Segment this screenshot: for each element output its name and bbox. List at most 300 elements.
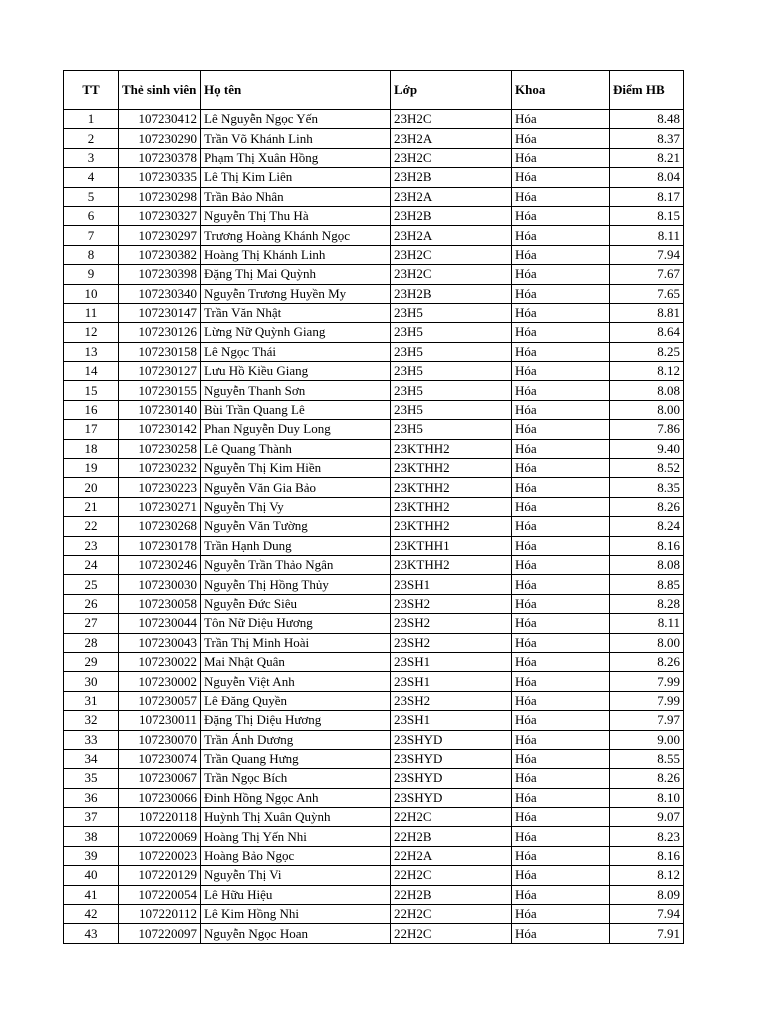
- cell-tt: 5: [64, 187, 119, 206]
- cell-score: 8.16: [610, 536, 684, 555]
- cell-name: Hoàng Thị Khánh Linh: [201, 245, 391, 264]
- table-row: [64, 730, 684, 749]
- cell-faculty: Hóa: [512, 459, 610, 478]
- cell-student-id: 107230147: [119, 303, 201, 322]
- cell-class: 23SH2: [391, 614, 512, 633]
- table-row: [64, 400, 684, 419]
- table-row: [64, 905, 684, 924]
- cell-class: 23H2C: [391, 265, 512, 284]
- cell-tt: 21: [64, 497, 119, 516]
- cell-class: 23SH1: [391, 652, 512, 671]
- cell-class: 23H2B: [391, 206, 512, 225]
- cell-score: 8.21: [610, 148, 684, 167]
- cell-student-id: 107230327: [119, 206, 201, 225]
- cell-name: Hoàng Bảo Ngọc: [201, 846, 391, 865]
- table-row: [64, 827, 684, 846]
- cell-name: Lê Kim Hồng Nhi: [201, 905, 391, 924]
- cell-tt: 13: [64, 342, 119, 361]
- cell-name: Đinh Hồng Ngọc Anh: [201, 788, 391, 807]
- cell-student-id: 107220069: [119, 827, 201, 846]
- cell-class: 23SH1: [391, 711, 512, 730]
- cell-student-id: 107230155: [119, 381, 201, 400]
- cell-score: 8.55: [610, 749, 684, 768]
- cell-student-id: 107230258: [119, 439, 201, 458]
- cell-faculty: Hóa: [512, 575, 610, 594]
- cell-score: 7.99: [610, 691, 684, 710]
- cell-student-id: 107230378: [119, 148, 201, 167]
- cell-faculty: Hóa: [512, 866, 610, 885]
- cell-tt: 8: [64, 245, 119, 264]
- table-row: [64, 633, 684, 652]
- cell-class: 23H5: [391, 400, 512, 419]
- cell-name: Nguyễn Đức Siêu: [201, 594, 391, 613]
- cell-faculty: Hóa: [512, 381, 610, 400]
- cell-class: 23H5: [391, 342, 512, 361]
- cell-class: 23SHYD: [391, 788, 512, 807]
- cell-faculty: Hóa: [512, 749, 610, 768]
- cell-tt: 25: [64, 575, 119, 594]
- cell-name: Hoàng Thị Yến Nhi: [201, 827, 391, 846]
- table-row: [64, 924, 684, 943]
- cell-name: Bùi Trần Quang Lê: [201, 400, 391, 419]
- cell-class: 23H5: [391, 362, 512, 381]
- cell-tt: 4: [64, 168, 119, 187]
- cell-tt: 39: [64, 846, 119, 865]
- cell-class: 23KTHH2: [391, 497, 512, 516]
- cell-class: 23SH1: [391, 672, 512, 691]
- cell-tt: 40: [64, 866, 119, 885]
- table-row: [64, 187, 684, 206]
- table-row: [64, 206, 684, 225]
- cell-tt: 34: [64, 749, 119, 768]
- cell-faculty: Hóa: [512, 168, 610, 187]
- table-row: [64, 381, 684, 400]
- cell-faculty: Hóa: [512, 846, 610, 865]
- cell-faculty: Hóa: [512, 420, 610, 439]
- cell-student-id: 107230057: [119, 691, 201, 710]
- cell-name: Lưu Hồ Kiều Giang: [201, 362, 391, 381]
- cell-faculty: Hóa: [512, 362, 610, 381]
- cell-name: Trần Ánh Dương: [201, 730, 391, 749]
- cell-faculty: Hóa: [512, 265, 610, 284]
- cell-student-id: 107230246: [119, 555, 201, 574]
- cell-name: Trần Văn Nhật: [201, 303, 391, 322]
- cell-faculty: Hóa: [512, 633, 610, 652]
- cell-score: 7.91: [610, 924, 684, 943]
- cell-tt: 19: [64, 459, 119, 478]
- cell-tt: 9: [64, 265, 119, 284]
- cell-student-id: 107230074: [119, 749, 201, 768]
- cell-tt: 33: [64, 730, 119, 749]
- cell-name: Huỳnh Thị Xuân Quỳnh: [201, 808, 391, 827]
- table-row: [64, 459, 684, 478]
- cell-score: 8.28: [610, 594, 684, 613]
- cell-student-id: 107220129: [119, 866, 201, 885]
- cell-score: 8.11: [610, 614, 684, 633]
- cell-score: 8.26: [610, 652, 684, 671]
- cell-name: Trần Hạnh Dung: [201, 536, 391, 555]
- cell-score: 8.26: [610, 497, 684, 516]
- cell-tt: 20: [64, 478, 119, 497]
- cell-student-id: 107220023: [119, 846, 201, 865]
- cell-score: 7.65: [610, 284, 684, 303]
- cell-tt: 37: [64, 808, 119, 827]
- cell-faculty: Hóa: [512, 885, 610, 904]
- table-row: [64, 245, 684, 264]
- cell-tt: 10: [64, 284, 119, 303]
- cell-class: 23SH2: [391, 633, 512, 652]
- cell-faculty: Hóa: [512, 652, 610, 671]
- table-row: [64, 575, 684, 594]
- cell-score: 8.12: [610, 866, 684, 885]
- table-row: [64, 303, 684, 322]
- cell-name: Nguyễn Thị Vi: [201, 866, 391, 885]
- table-row: [64, 226, 684, 245]
- table-row: [64, 866, 684, 885]
- cell-student-id: 107230158: [119, 342, 201, 361]
- header-score: Điểm HB: [610, 71, 684, 110]
- cell-tt: 28: [64, 633, 119, 652]
- cell-name: Trần Thị Minh Hoài: [201, 633, 391, 652]
- cell-class: 22H2B: [391, 827, 512, 846]
- table-row: [64, 110, 684, 129]
- cell-faculty: Hóa: [512, 555, 610, 574]
- cell-class: 23H2A: [391, 226, 512, 245]
- cell-class: 23SH2: [391, 594, 512, 613]
- cell-class: 23H2C: [391, 110, 512, 129]
- cell-student-id: 107230340: [119, 284, 201, 303]
- cell-score: 8.64: [610, 323, 684, 342]
- cell-name: Lê Nguyễn Ngọc Yến: [201, 110, 391, 129]
- table-row: [64, 517, 684, 536]
- cell-name: Nguyễn Văn Tường: [201, 517, 391, 536]
- header-name: Họ tên: [201, 71, 391, 110]
- cell-score: 8.00: [610, 400, 684, 419]
- cell-student-id: 107230067: [119, 769, 201, 788]
- cell-faculty: Hóa: [512, 400, 610, 419]
- cell-faculty: Hóa: [512, 148, 610, 167]
- cell-tt: 35: [64, 769, 119, 788]
- cell-tt: 15: [64, 381, 119, 400]
- cell-student-id: 107220118: [119, 808, 201, 827]
- cell-tt: 43: [64, 924, 119, 943]
- cell-name: Đặng Thị Diệu Hương: [201, 711, 391, 730]
- cell-name: Nguyễn Trần Thảo Ngân: [201, 555, 391, 574]
- cell-name: Lê Quang Thành: [201, 439, 391, 458]
- cell-score: 8.37: [610, 129, 684, 148]
- cell-score: 8.00: [610, 633, 684, 652]
- cell-faculty: Hóa: [512, 905, 610, 924]
- cell-class: 23H5: [391, 420, 512, 439]
- cell-faculty: Hóa: [512, 226, 610, 245]
- cell-tt: 3: [64, 148, 119, 167]
- cell-tt: 32: [64, 711, 119, 730]
- cell-faculty: Hóa: [512, 303, 610, 322]
- table-row: [64, 808, 684, 827]
- cell-class: 22H2B: [391, 885, 512, 904]
- cell-class: 23H2B: [391, 168, 512, 187]
- cell-score: 8.23: [610, 827, 684, 846]
- cell-faculty: Hóa: [512, 110, 610, 129]
- cell-class: 23KTHH2: [391, 555, 512, 574]
- cell-class: 23SH2: [391, 691, 512, 710]
- cell-student-id: 107230011: [119, 711, 201, 730]
- table-row: [64, 555, 684, 574]
- cell-score: 8.35: [610, 478, 684, 497]
- cell-name: Nguyễn Thị Vy: [201, 497, 391, 516]
- cell-class: 22H2C: [391, 924, 512, 943]
- cell-name: Nguyễn Thị Hồng Thủy: [201, 575, 391, 594]
- cell-score: 8.81: [610, 303, 684, 322]
- cell-tt: 11: [64, 303, 119, 322]
- cell-score: 8.26: [610, 769, 684, 788]
- cell-class: 23KTHH2: [391, 478, 512, 497]
- cell-tt: 6: [64, 206, 119, 225]
- cell-name: Nguyễn Văn Gia Bảo: [201, 478, 391, 497]
- table-row: [64, 769, 684, 788]
- cell-name: Trương Hoàng Khánh Ngọc: [201, 226, 391, 245]
- table-row: [64, 284, 684, 303]
- cell-class: 23H2A: [391, 129, 512, 148]
- table-row: [64, 148, 684, 167]
- cell-student-id: 107230412: [119, 110, 201, 129]
- table-row: [64, 265, 684, 284]
- cell-name: Nguyễn Thị Thu Hà: [201, 206, 391, 225]
- cell-faculty: Hóa: [512, 478, 610, 497]
- cell-faculty: Hóa: [512, 711, 610, 730]
- cell-student-id: 107230127: [119, 362, 201, 381]
- cell-tt: 7: [64, 226, 119, 245]
- cell-tt: 1: [64, 110, 119, 129]
- cell-class: 23SHYD: [391, 769, 512, 788]
- cell-student-id: 107230232: [119, 459, 201, 478]
- cell-student-id: 107230070: [119, 730, 201, 749]
- cell-class: 22H2C: [391, 866, 512, 885]
- cell-name: Nguyễn Trương Huyền My: [201, 284, 391, 303]
- cell-faculty: Hóa: [512, 808, 610, 827]
- cell-score: 8.09: [610, 885, 684, 904]
- table-row: [64, 614, 684, 633]
- cell-score: 8.12: [610, 362, 684, 381]
- cell-score: 8.25: [610, 342, 684, 361]
- cell-name: Lừng Nữ Quỳnh Giang: [201, 323, 391, 342]
- cell-score: 9.07: [610, 808, 684, 827]
- cell-faculty: Hóa: [512, 439, 610, 458]
- cell-faculty: Hóa: [512, 245, 610, 264]
- cell-tt: 14: [64, 362, 119, 381]
- cell-student-id: 107230271: [119, 497, 201, 516]
- cell-faculty: Hóa: [512, 730, 610, 749]
- cell-tt: 18: [64, 439, 119, 458]
- table-row: [64, 342, 684, 361]
- cell-student-id: 107230297: [119, 226, 201, 245]
- cell-class: 23H2B: [391, 284, 512, 303]
- cell-name: Nguyễn Ngọc Hoan: [201, 924, 391, 943]
- cell-tt: 24: [64, 555, 119, 574]
- cell-student-id: 107230178: [119, 536, 201, 555]
- cell-tt: 36: [64, 788, 119, 807]
- scholarship-table: [63, 70, 684, 944]
- cell-name: Nguyễn Việt Anh: [201, 672, 391, 691]
- cell-name: Lê Hữu Hiệu: [201, 885, 391, 904]
- cell-tt: 41: [64, 885, 119, 904]
- cell-faculty: Hóa: [512, 517, 610, 536]
- table-row: [64, 129, 684, 148]
- table-row: [64, 536, 684, 555]
- cell-score: 8.16: [610, 846, 684, 865]
- cell-class: 23SH1: [391, 575, 512, 594]
- header-student-id: Thẻ sinh viên: [119, 71, 201, 110]
- table-row: [64, 168, 684, 187]
- cell-tt: 23: [64, 536, 119, 555]
- cell-tt: 31: [64, 691, 119, 710]
- cell-name: Nguyễn Thanh Sơn: [201, 381, 391, 400]
- cell-class: 23KTHH2: [391, 459, 512, 478]
- cell-student-id: 107230043: [119, 633, 201, 652]
- cell-score: 7.86: [610, 420, 684, 439]
- cell-student-id: 107230002: [119, 672, 201, 691]
- cell-name: Tôn Nữ Diệu Hương: [201, 614, 391, 633]
- cell-faculty: Hóa: [512, 924, 610, 943]
- cell-name: Trần Võ Khánh Linh: [201, 129, 391, 148]
- cell-faculty: Hóa: [512, 788, 610, 807]
- cell-faculty: Hóa: [512, 536, 610, 555]
- cell-tt: 29: [64, 652, 119, 671]
- cell-class: 23SHYD: [391, 749, 512, 768]
- cell-faculty: Hóa: [512, 497, 610, 516]
- header-faculty: Khoa: [512, 71, 610, 110]
- cell-faculty: Hóa: [512, 342, 610, 361]
- cell-faculty: Hóa: [512, 187, 610, 206]
- cell-score: 8.48: [610, 110, 684, 129]
- cell-tt: 26: [64, 594, 119, 613]
- cell-class: 22H2A: [391, 846, 512, 865]
- cell-score: 7.94: [610, 245, 684, 264]
- cell-class: 23H2C: [391, 148, 512, 167]
- cell-name: Lê Ngọc Thái: [201, 342, 391, 361]
- cell-score: 8.11: [610, 226, 684, 245]
- cell-student-id: 107230140: [119, 400, 201, 419]
- cell-faculty: Hóa: [512, 284, 610, 303]
- cell-tt: 30: [64, 672, 119, 691]
- table-row: [64, 478, 684, 497]
- cell-name: Lê Đăng Quyền: [201, 691, 391, 710]
- table-row: [64, 788, 684, 807]
- cell-score: 7.67: [610, 265, 684, 284]
- table-row: [64, 846, 684, 865]
- cell-score: 7.97: [610, 711, 684, 730]
- cell-class: 23H5: [391, 323, 512, 342]
- cell-score: 8.10: [610, 788, 684, 807]
- cell-tt: 38: [64, 827, 119, 846]
- cell-faculty: Hóa: [512, 594, 610, 613]
- cell-student-id: 107230030: [119, 575, 201, 594]
- cell-score: 8.52: [610, 459, 684, 478]
- cell-student-id: 107220112: [119, 905, 201, 924]
- cell-name: Nguyễn Thị Kim Hiền: [201, 459, 391, 478]
- cell-student-id: 107230382: [119, 245, 201, 264]
- cell-tt: 16: [64, 400, 119, 419]
- table-row: [64, 749, 684, 768]
- cell-tt: 42: [64, 905, 119, 924]
- table-row: [64, 691, 684, 710]
- cell-faculty: Hóa: [512, 672, 610, 691]
- cell-class: 23KTHH1: [391, 536, 512, 555]
- cell-faculty: Hóa: [512, 206, 610, 225]
- cell-name: Mai Nhật Quân: [201, 652, 391, 671]
- table-row: [64, 323, 684, 342]
- table-row: [64, 497, 684, 516]
- cell-student-id: 107230126: [119, 323, 201, 342]
- cell-student-id: 107230044: [119, 614, 201, 633]
- table-row: [64, 439, 684, 458]
- header-class: Lớp: [391, 71, 512, 110]
- cell-tt: 27: [64, 614, 119, 633]
- cell-faculty: Hóa: [512, 691, 610, 710]
- cell-faculty: Hóa: [512, 129, 610, 148]
- cell-student-id: 107230142: [119, 420, 201, 439]
- header-tt: TT: [64, 71, 119, 110]
- cell-class: 23H2A: [391, 187, 512, 206]
- cell-faculty: Hóa: [512, 769, 610, 788]
- cell-score: 8.08: [610, 381, 684, 400]
- cell-class: 22H2C: [391, 808, 512, 827]
- cell-student-id: 107220054: [119, 885, 201, 904]
- table-row: [64, 362, 684, 381]
- cell-student-id: 107230058: [119, 594, 201, 613]
- cell-name: Lê Thị Kim Liên: [201, 168, 391, 187]
- cell-class: 22H2C: [391, 905, 512, 924]
- cell-student-id: 107230398: [119, 265, 201, 284]
- cell-faculty: Hóa: [512, 827, 610, 846]
- cell-score: 9.00: [610, 730, 684, 749]
- table-row: [64, 672, 684, 691]
- cell-score: 8.08: [610, 555, 684, 574]
- cell-score: 8.17: [610, 187, 684, 206]
- cell-name: Trần Quang Hưng: [201, 749, 391, 768]
- cell-name: Trần Ngọc Bích: [201, 769, 391, 788]
- table-row: [64, 885, 684, 904]
- cell-class: 23H2C: [391, 245, 512, 264]
- cell-name: Đặng Thị Mai Quỳnh: [201, 265, 391, 284]
- cell-student-id: 107230298: [119, 187, 201, 206]
- cell-name: Phạm Thị Xuân Hồng: [201, 148, 391, 167]
- cell-tt: 12: [64, 323, 119, 342]
- table-row: [64, 711, 684, 730]
- cell-class: 23SHYD: [391, 730, 512, 749]
- cell-score: 8.24: [610, 517, 684, 536]
- header-row: [64, 71, 684, 110]
- cell-score: 8.15: [610, 206, 684, 225]
- cell-name: Trần Bảo Nhân: [201, 187, 391, 206]
- cell-student-id: 107230335: [119, 168, 201, 187]
- cell-student-id: 107230268: [119, 517, 201, 536]
- cell-score: 8.85: [610, 575, 684, 594]
- cell-student-id: 107230223: [119, 478, 201, 497]
- cell-student-id: 107230066: [119, 788, 201, 807]
- cell-faculty: Hóa: [512, 614, 610, 633]
- cell-name: Phan Nguyễn Duy Long: [201, 420, 391, 439]
- cell-tt: 2: [64, 129, 119, 148]
- table-body: [64, 110, 684, 944]
- cell-tt: 22: [64, 517, 119, 536]
- table-row: [64, 652, 684, 671]
- cell-tt: 17: [64, 420, 119, 439]
- cell-class: 23H5: [391, 381, 512, 400]
- cell-score: 7.99: [610, 672, 684, 691]
- cell-student-id: 107220097: [119, 924, 201, 943]
- cell-class: 23KTHH2: [391, 439, 512, 458]
